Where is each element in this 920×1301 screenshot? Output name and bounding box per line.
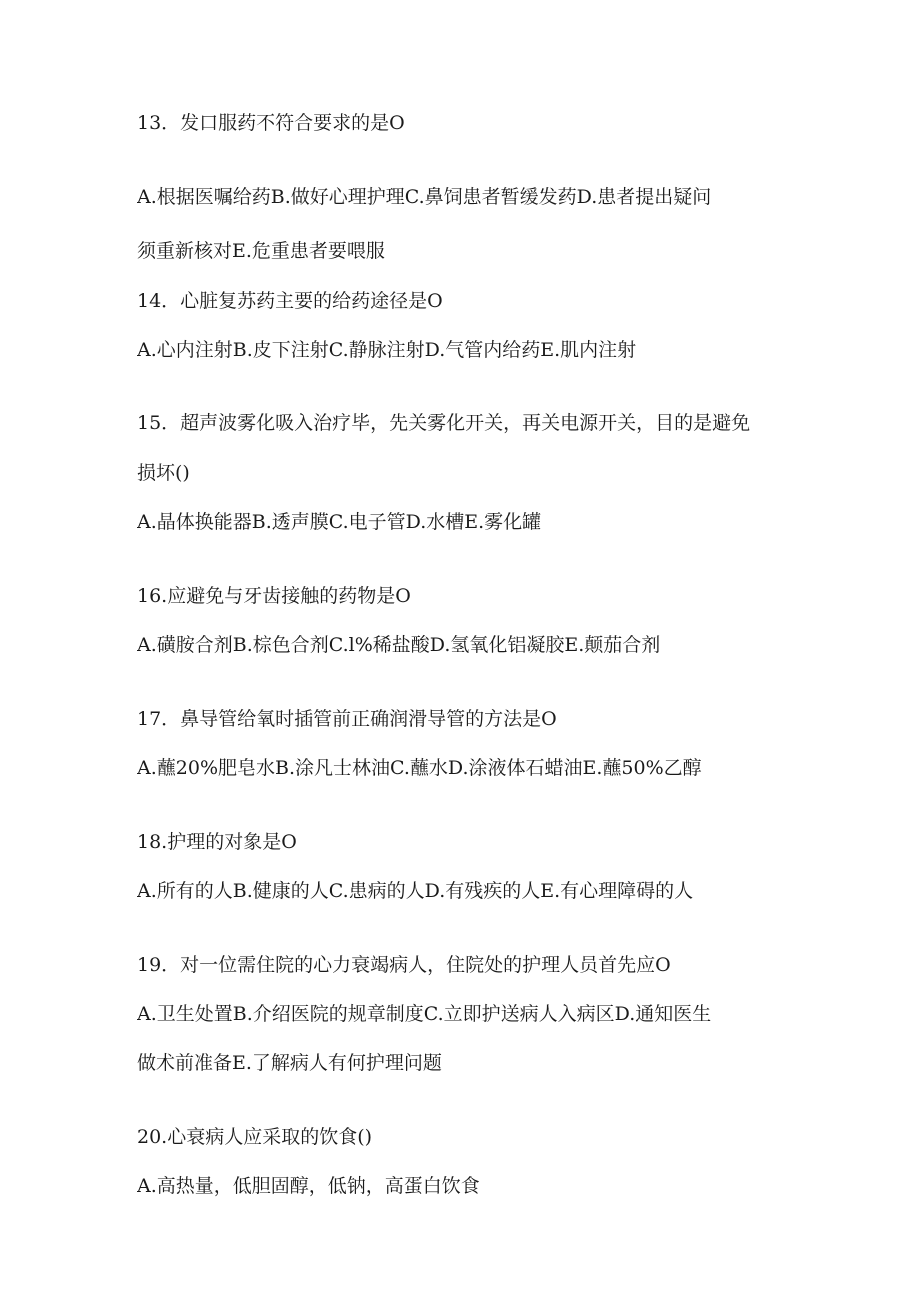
question-20-options: A.高热量，低胆固醇，低钠，高蛋白饮食 <box>137 1175 480 1197</box>
question-15-stem-line-1: 15．超声波雾化吸入治疗毕，先关雾化开关，再关电源开关，目的是避免 <box>137 412 751 434</box>
question-16-stem: 16.应避免与牙齿接触的药物是O <box>137 585 411 607</box>
question-19-stem: 19．对一位需住院的心力衰竭病人，住院处的护理人员首先应O <box>137 954 671 976</box>
question-14-options: A.心内注射B.皮下注射C.静脉注射D.气管内给药E.肌内注射 <box>137 339 637 361</box>
question-20-stem: 20.心衰病人应采取的饮食() <box>137 1126 373 1148</box>
question-15-options: A.晶体换能器B.透声膜C.电子管D.水槽E.雾化罐 <box>137 511 542 533</box>
question-14-stem: 14．心脏复苏药主要的给药途径是O <box>137 290 443 312</box>
question-19-options-line-1: A.卫生处置B.介绍医院的规章制度C.立即护送病人入病区D.通知医生 <box>137 1003 712 1025</box>
question-13-stem: 13．发口服药不符合要求的是O <box>137 112 405 134</box>
question-16-options: A.磺胺合剂B.棕色合剂C.l%稀盐酸D.氢氧化铝凝胶E.颠茄合剂 <box>137 634 661 656</box>
question-13-options-line-2: 须重新核对E.危重患者要喂服 <box>137 240 385 262</box>
question-15-stem-line-2: 损坏() <box>137 462 190 484</box>
question-18-options: A.所有的人B.健康的人C.患病的人D.有残疾的人E.有心理障碍的人 <box>137 880 694 902</box>
question-18-stem: 18.护理的对象是O <box>137 831 297 853</box>
question-17-stem: 17．鼻导管给氧时插管前正确润滑导管的方法是O <box>137 708 557 730</box>
question-17-options: A.蘸20%肥皂水B.涂凡士林油C.蘸水D.涂液体石蜡油E.蘸50%乙醇 <box>137 757 702 779</box>
question-19-options-line-2: 做术前准备E.了解病人有何护理问题 <box>137 1052 442 1074</box>
question-13-options-line-1: A.根据医嘱给药B.做好心理护理C.鼻饲患者暂缓发药D.患者提出疑问 <box>137 186 712 208</box>
